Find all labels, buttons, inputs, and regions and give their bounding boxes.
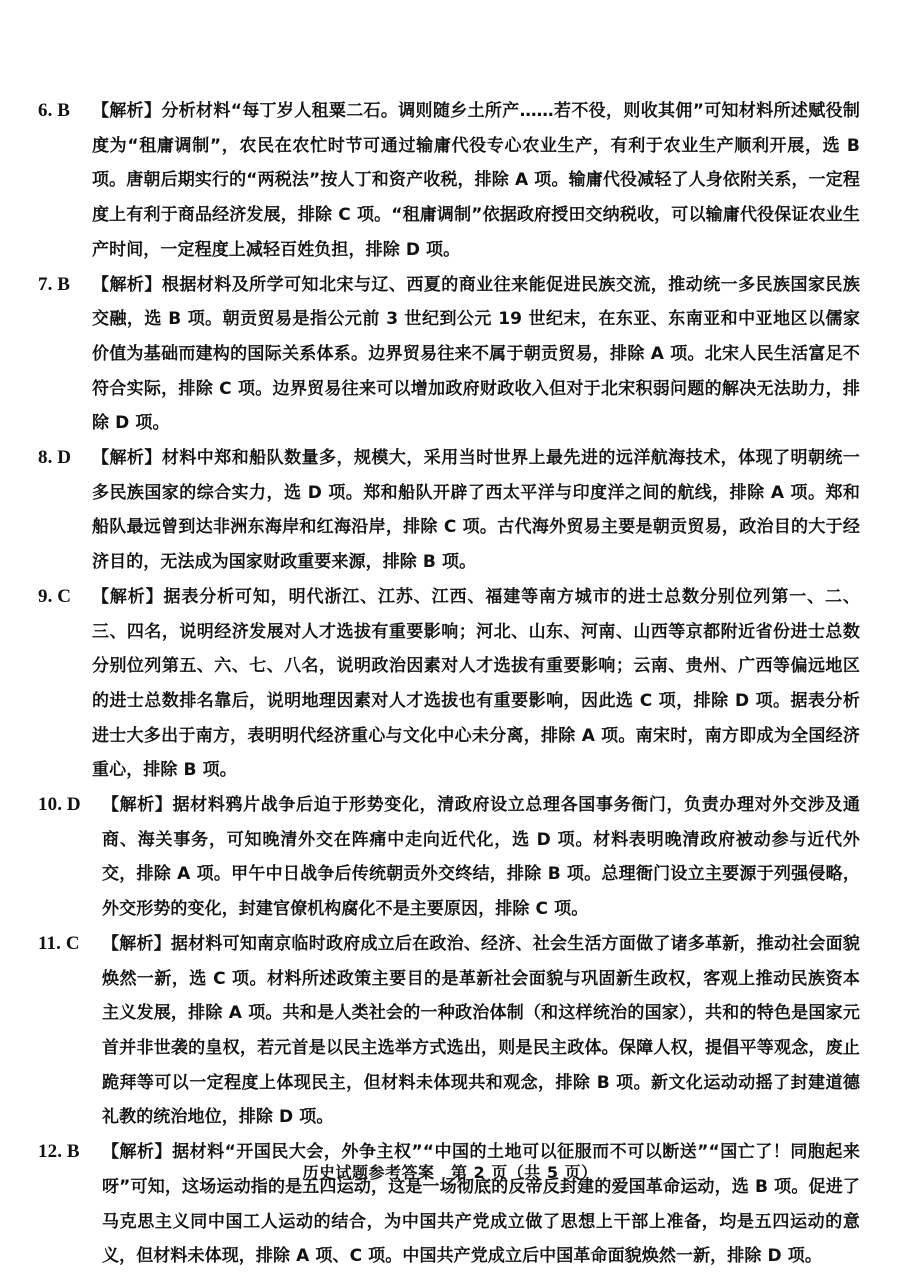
answer-explanation: 【解析】据材料可知南京临时政府成立后在政治、经济、社会生活方面做了诸多革新，推动社会面貌焕然一新，选 C 项。材料所述政策主要目的是革新社会面貌与巩固新生政权，客观上推动民族资本主义发展，排除 A 项。共和是人类社会的一种政治体制（和这样统治的国家），共和的特色是国家元首并非世袭的皇权，若元首是以民主选举方式选出，则是民主政体。保障人权，提倡平等观念，废止跪拜等可以一定程度上体现民主，但材料未体现共和观念，排除 B 项。新文化运动动摇了封建道德礼教的统治地位，排除 D 项。 (102, 933, 860, 1128)
answer-number: 11. C (38, 932, 80, 954)
answer-item-7 (40, 268, 860, 442)
answer-number: 12. B (38, 1141, 80, 1163)
answer-item-11 (40, 927, 860, 1135)
answer-item-9 (40, 580, 860, 788)
answer-number: 6. B (38, 100, 71, 121)
answer-item-6 (40, 94, 860, 268)
page-footer: 历史试题参考答案 第 2 页（共 5 页） (302, 1163, 598, 1182)
answer-explanation: 【解析】分析材料“每丁岁人租粟二石。调则随乡土所产……若不役，则收其佣”可知材料所述赋役制度为“租庸调制”，农民在农忙时节可通过输庸代役专心农业生产，有利于农业生产顺利开展，选 B 项。唐朝后期实行的“两税法”按人丁和资产收税，排除 A 项。输庸代役减轻了人身依附关系，一定程度上有利于商品经济发展，排除 C 项。“租庸调制”依据政府授田交纳税收，可以输庸代役保证农业生产时间，一定程度上减轻百姓负担，排除 D 项。 (92, 101, 860, 260)
answer-item-12 (40, 1135, 860, 1274)
answer-explanation: 【解析】根据材料及所学可知北宋与辽、西夏的商业往来能促进民族交流，推动统一多民族国家民族交融，选 B 项。朝贡贸易是指公元前 3 世纪到公元 19 世纪末，在东亚、东南亚和中亚地区以儒家价值为基础而建构的国际关系体系。边界贸易往来不属于朝贡贸易，排除 A 项。北宋人民生活富足不符合实际，排除 C 项。边界贸易往来可以增加政府财政收入但对于北宋积弱问题的解决无法助力，排除 D 项。 (92, 274, 860, 434)
answer-item-8 (40, 441, 860, 580)
answer-explanation: 【解析】材料中郑和船队数量多，规模大，采用当时世界上最先进的远洋航海技术，体现了明朝统一多民族国家的综合实力，选 D 项。郑和船队开辟了西太平洋与印度洋之间的航线，排除 A 项。郑和船队最远曾到达非洲东海岸和红海沿岸，排除 C 项。古代海外贸易主要是朝贡贸易，政治目的大于经济目的，无法成为国家财政重要来源，排除 B 项。 (92, 448, 860, 573)
answer-item-10 (40, 788, 860, 927)
answer-explanation: 【解析】据表分析可知，明代浙江、江苏、江西、福建等南方城市的进士总数分别位列第一、二、三、四名，说明经济发展对人才选拔有重要影响；河北、山东、河南、山西等京都附近省份进士总数分别位列第五、六、七、八名，说明政治因素对人才选拔有重要影响；云南、贵州、广西等偏远地区的进士总数排名靠后，说明地理因素对人才选拔也有重要影响，因此选 C 项，排除 D 项。据表分析进士大多出于南方，表明明代经济重心与文化中心未分离，排除 A 项。南宋时，南方即成为全国经济重心，排除 B 项。 (92, 586, 860, 781)
answer-number: 7. B (38, 273, 71, 295)
answer-number: 10. D (38, 794, 81, 816)
answer-explanation: 【解析】据材料“开国民大会，外争主权”“中国的土地可以征服而不可以断送”“国亡了！同胞起来呀”可知，这场运动指的是五四运动，这是一场彻底的反帝反封建的爱国革命运动，选 B 项。促进了马克思主义同中国工人运动的结合，为中国共产党成立做了思想上干部上准备，均是五四运动的意义，但材料未体现，排除 A 项、C 项。中国共产党成立后中国革命面貌焕然一新，排除 D 项。 (102, 1142, 860, 1267)
answer-number: 8. D (38, 447, 72, 469)
answer-number: 9. C (38, 585, 72, 607)
answer-list (40, 94, 860, 1274)
answer-explanation: 【解析】据材料鸦片战争后迫于形势变化，清政府设立总理各国事务衙门，负责办理对外交涉及通商、海关事务，可知晚清外交在阵痛中走向近代化，选 D 项。材料表明晚清政府被动参与近代外交，排除 A 项。甲午中日战争后传统朝贡外交终结，排除 B 项。总理衙门设立主要源于列强侵略，外交形势的变化，封建官僚机构腐化不是主要原因，排除 C 项。 (102, 795, 860, 920)
